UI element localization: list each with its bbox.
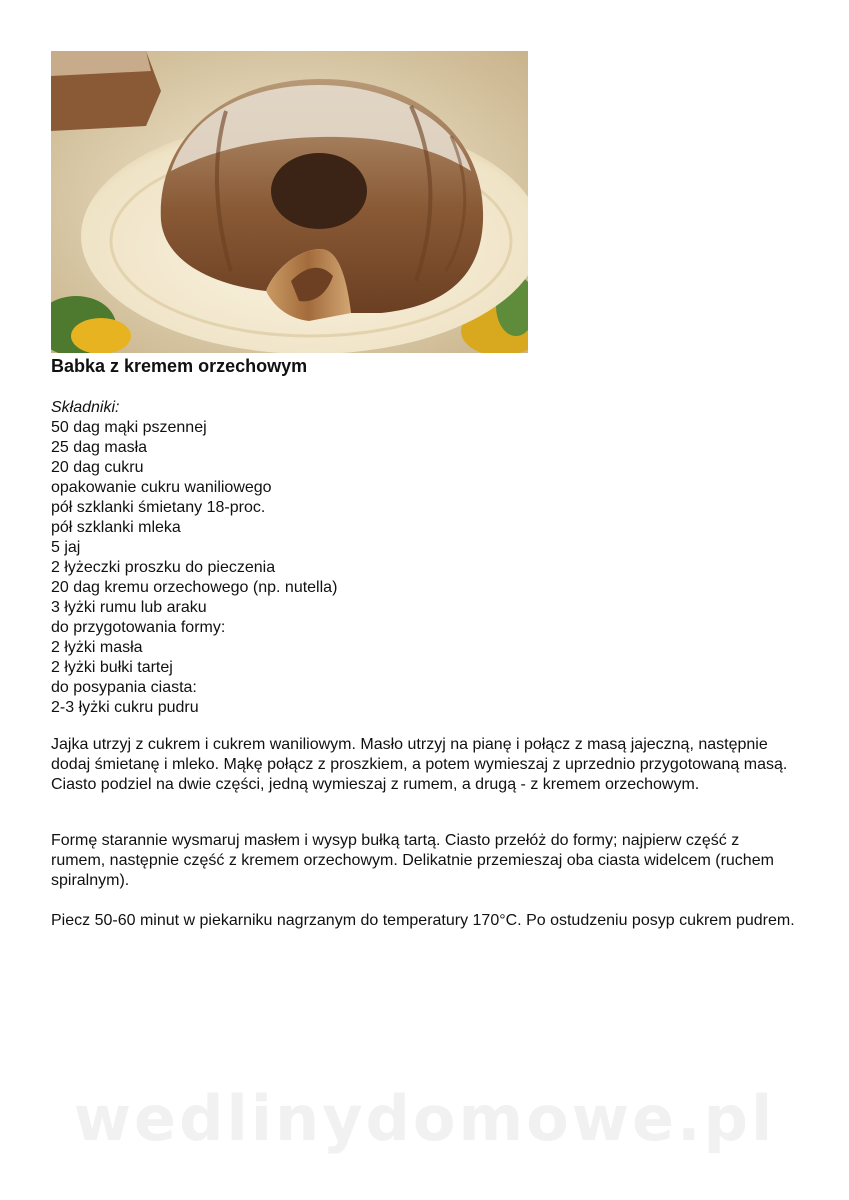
ingredient-item: pół szklanki mleka — [51, 519, 181, 536]
site-watermark: wedlinydomowe.pl — [73, 1082, 776, 1155]
ingredient-subheading: do przygotowania formy: — [51, 619, 226, 636]
ingredient-item: 5 jaj — [51, 539, 81, 556]
ingredients-heading: Składniki: — [51, 399, 120, 416]
recipe-title: Babka z kremem orzechowym — [51, 356, 308, 376]
ingredient-item: 50 dag mąki pszennej — [51, 419, 207, 436]
instruction-paragraph: Formę starannie wysmaruj masłem i wysyp bułką tartą. Ciasto przełóż do formy; najpierw część z rumem, następnie część z kremem orzechowym. Delikatnie przemieszaj oba ciasta widelcem (ruchem spiralnym). — [51, 832, 774, 889]
ingredient-item: 2 łyżki masła — [51, 639, 143, 656]
ingredient-item: pół szklanki śmietany 18-proc. — [51, 499, 266, 516]
ingredient-item: 2 łyżki bułki tartej — [51, 659, 173, 676]
ingredient-item: 25 dag masła — [51, 439, 148, 456]
ingredient-item: 2-3 łyżki cukru pudru — [51, 699, 199, 716]
ingredient-item: 20 dag kremu orzechowego (np. nutella) — [51, 579, 338, 596]
ingredient-item: 2 łyżeczki proszku do pieczenia — [51, 559, 276, 576]
instruction-paragraph: Piecz 50-60 minut w piekarniku nagrzanym do temperatury 170°C. Po ostudzeniu posyp cukrem pudrem. — [51, 912, 795, 929]
ingredient-item: opakowanie cukru waniliowego — [51, 479, 272, 496]
ingredient-item: 3 łyżki rumu lub araku — [51, 599, 207, 616]
instruction-paragraph: Jajka utrzyj z cukrem i cukrem waniliowym. Masło utrzyj na pianę i połącz z masą jajeczną, następnie dodaj śmietanę i mleko. Mąkę połącz z proszkiem, a potem wymieszaj z uprzednio przygotowaną masą. Ciasto podziel na dwie części, jedną wymieszaj z rumem, a drugą - z kremem orzechowym. — [51, 736, 788, 793]
ingredients-list — [51, 398, 337, 718]
babka-cake-photo — [51, 51, 528, 353]
ingredient-subheading: do posypania ciasta: — [51, 679, 197, 696]
ingredient-item: 20 dag cukru — [51, 459, 144, 476]
